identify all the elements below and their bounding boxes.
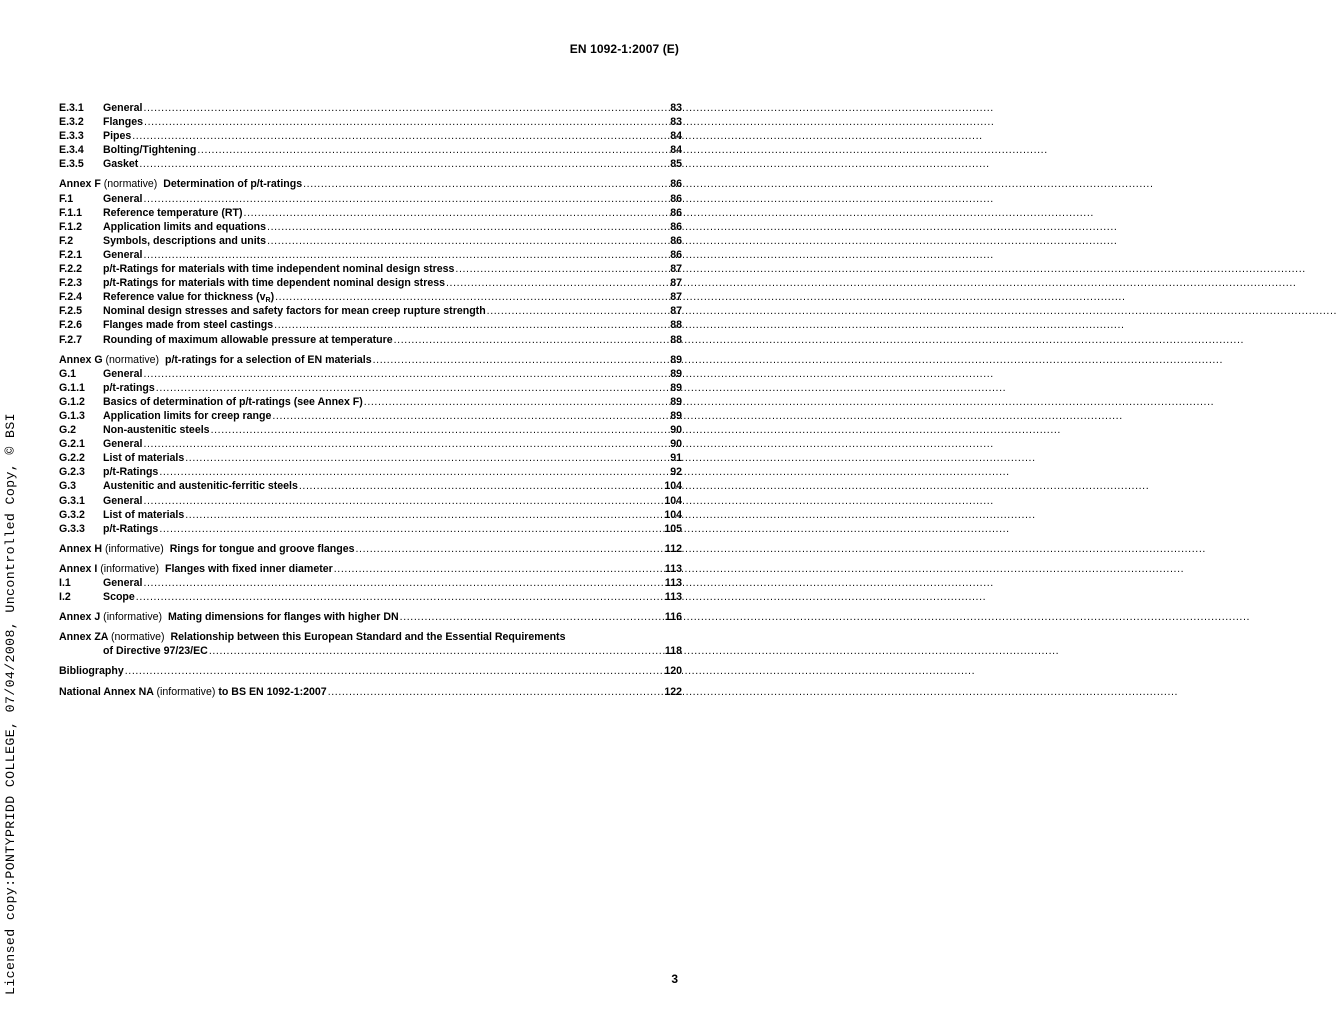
toc-entry-title: List of materials <box>103 452 185 465</box>
dot-leader <box>143 248 668 262</box>
toc-entry-title: Application limits and equations <box>103 220 267 233</box>
toc-entry-f-2-2[interactable] <box>59 262 682 276</box>
toc-entry-number: F.2.3 <box>59 277 82 290</box>
dot-leader <box>143 437 668 451</box>
toc-entry-f-2-6[interactable] <box>59 318 682 332</box>
annex-prefix: Annex H <box>59 542 102 555</box>
toc-entry-title: General <box>103 192 143 205</box>
toc-entry-title: p/t-Ratings <box>103 466 159 479</box>
toc-entry-title: p/t-Ratings for materials with time independent nominal design stress <box>103 263 455 276</box>
toc-entry-g-2-1[interactable] <box>59 437 682 451</box>
toc-entry-number: E.3.5 <box>59 158 84 171</box>
toc-entry-page: 104 <box>664 480 682 493</box>
toc-annex-h[interactable] <box>59 542 682 556</box>
toc-entry-number: F.2.1 <box>59 248 82 261</box>
toc-entry-f-1[interactable] <box>59 192 682 206</box>
dot-leader <box>455 262 668 276</box>
toc-entry-number: G.3.1 <box>59 494 85 507</box>
toc-entry-title: Non-austenitic steels <box>103 424 210 437</box>
toc-entry-f-2-5[interactable] <box>59 304 682 318</box>
toc-entry-number: F.2.5 <box>59 305 82 318</box>
toc-annex-title <box>59 630 565 644</box>
toc-entry-page: 87 <box>670 305 682 318</box>
toc-entry-title: Rounding of maximum allowable pressure at temperature <box>103 333 393 346</box>
toc-entry-page: 86 <box>670 178 682 191</box>
toc-entry-number: G.2 <box>59 424 77 437</box>
toc-entry-number: E.3.4 <box>59 144 84 157</box>
toc-entry-page: 92 <box>670 466 682 479</box>
toc-entry-title: Symbols, descriptions and units <box>103 234 267 247</box>
toc-annex-g[interactable] <box>59 353 682 367</box>
toc-entry-page: 86 <box>670 234 682 247</box>
dot-leader <box>159 522 662 536</box>
annex-title: to BS EN 1092-1:2007 <box>218 685 327 698</box>
toc-entry-page: 104 <box>664 508 682 521</box>
dot-leader <box>364 395 668 409</box>
toc-annex-title <box>59 610 399 624</box>
toc-entry-number: G.2.3 <box>59 466 85 479</box>
annex-type: (informative) <box>103 611 163 624</box>
toc-entry-e-3-4[interactable] <box>59 143 682 157</box>
toc-entry-page: 84 <box>670 130 682 143</box>
toc-entry-title: Basics of determination of p/t-ratings (see Annex F) <box>103 395 363 408</box>
annex-prefix: Annex G <box>59 353 103 366</box>
toc-entry-number: G.3 <box>59 480 77 493</box>
toc-entry-title: Scope <box>103 591 135 604</box>
dot-leader <box>334 562 663 576</box>
toc-entry-page: 120 <box>664 665 682 678</box>
dot-leader <box>197 143 668 157</box>
annex-title: Flanges with fixed inner diameter <box>164 562 333 575</box>
toc-entry-i-2[interactable] <box>59 590 682 604</box>
annex-title-continuation: of Directive 97/23/EC <box>103 645 208 658</box>
toc-entry-number: G.1.2 <box>59 395 85 408</box>
toc-entry-title: Gasket <box>103 158 139 171</box>
dot-leader <box>159 465 668 479</box>
dot-leader <box>144 115 668 129</box>
toc-entry-g-3[interactable] <box>59 479 682 493</box>
toc-entry-number: F.1.2 <box>59 220 82 233</box>
toc-entry-number: G.3.3 <box>59 522 85 535</box>
toc-entry-page: 86 <box>670 206 682 219</box>
toc-entry-g-1-2[interactable] <box>59 395 682 409</box>
toc-entry-f-2[interactable] <box>59 234 682 248</box>
toc-entry-f-1-2[interactable] <box>59 220 682 234</box>
toc-entry-page: 122 <box>664 685 682 698</box>
annex-title: Mating dimensions for flanges with higher DN <box>167 611 399 624</box>
toc-entry-page: 89 <box>670 409 682 422</box>
toc-entry-g-1[interactable] <box>59 367 682 381</box>
dot-leader <box>303 177 668 191</box>
annex-type: (normative) <box>111 631 165 644</box>
annex-prefix: Annex ZA <box>59 631 109 644</box>
toc-entry-page: 84 <box>670 144 682 157</box>
toc-annex-title <box>59 562 333 576</box>
dot-leader <box>267 220 668 234</box>
toc-entry-title: General <box>103 367 143 380</box>
toc-entry-e-3-5[interactable] <box>59 157 682 171</box>
toc-entry-number: F.2.6 <box>59 319 82 332</box>
dot-leader <box>209 644 663 658</box>
toc-entry-title: p/t-ratings <box>103 381 155 394</box>
toc-entry-page: 83 <box>670 102 682 114</box>
toc-entry-number: G.2.1 <box>59 438 85 451</box>
dot-leader <box>267 234 668 248</box>
annex-prefix: National Annex NA <box>59 685 154 698</box>
toc-entry-title: Pipes <box>103 130 132 143</box>
toc-entry-title: General <box>103 438 143 451</box>
dot-leader <box>272 409 668 423</box>
dot-leader <box>394 333 669 347</box>
toc-entry-title: General <box>103 248 143 261</box>
annex-type: (informative) <box>104 542 164 555</box>
toc-entry-e-3-3[interactable] <box>59 129 682 143</box>
toc-entry-title: Flanges made from steel castings <box>103 319 274 332</box>
dot-leader <box>143 101 668 115</box>
title-close: ) <box>270 291 275 304</box>
toc-entry-g-2[interactable] <box>59 423 682 437</box>
toc-entry-title: Flanges <box>103 116 144 129</box>
dot-leader <box>143 576 662 590</box>
annex-type: (informative) <box>100 562 160 575</box>
annex-type: (informative) <box>156 685 216 698</box>
toc-entry-number: E.3.1 <box>59 102 84 114</box>
dot-leader <box>328 685 663 699</box>
toc-entry-number: F.1.1 <box>59 206 82 219</box>
toc-entry-title: p/t-Ratings for materials with time dependent nominal design stress <box>103 277 446 290</box>
toc-entry-g-3-3[interactable] <box>59 522 682 536</box>
annex-type: (normative) <box>103 178 158 191</box>
toc-entry-title: General <box>103 102 143 114</box>
toc-entry-page: 113 <box>664 562 682 575</box>
dot-leader <box>143 494 662 508</box>
toc-entry-title: General <box>103 494 143 507</box>
toc-entry-g-1-1[interactable] <box>59 381 682 395</box>
toc-entry-number: I.2 <box>59 591 71 604</box>
toc-annex-title <box>59 685 327 699</box>
annex-title: Rings for tongue and groove flanges <box>169 542 355 555</box>
toc-annex-j[interactable] <box>59 610 682 624</box>
toc-entry-page: 89 <box>670 367 682 380</box>
toc-entry-f-1-1[interactable] <box>59 206 682 220</box>
dot-leader <box>373 353 669 367</box>
toc-entry-page: 89 <box>670 395 682 408</box>
toc-entry-number: F.2.2 <box>59 263 82 276</box>
toc-entry-page: 105 <box>664 522 682 535</box>
toc-entry-title: Reference temperature (RT) <box>103 206 243 219</box>
toc-entry-f-2-1[interactable] <box>59 248 682 262</box>
toc-entry-number: F.1 <box>59 192 74 205</box>
dot-leader <box>275 290 668 304</box>
toc-entry-number: G.1.3 <box>59 409 85 422</box>
toc-entry-page: 104 <box>664 494 682 507</box>
toc-entry-page: 116 <box>664 611 682 624</box>
toc-entry-number: E.3.3 <box>59 130 84 143</box>
toc-annex-title <box>59 353 372 367</box>
toc-entry-number: I.1 <box>59 577 71 589</box>
annex-title: Relationship between this European Standard and the Essential Requirements <box>170 631 566 644</box>
toc-annex-i[interactable] <box>59 562 682 576</box>
toc-entry-title: p/t-Ratings <box>103 522 159 535</box>
annex-prefix: Annex J <box>59 611 101 624</box>
toc-entry-f-2-3[interactable] <box>59 276 682 290</box>
license-watermark: Licensed copy:PONTYPRIDD COLLEGE, 07/04/2008, Uncontrolled Copy, © BSI <box>3 413 18 995</box>
toc-entry-page: 89 <box>670 353 682 366</box>
annex-prefix: Annex F <box>59 178 101 191</box>
toc-annex-title <box>59 177 302 191</box>
toc-national-annex[interactable] <box>59 685 682 699</box>
toc-entry-title <box>103 290 274 304</box>
dot-leader <box>244 206 669 220</box>
toc-entry-g-2-3[interactable] <box>59 465 682 479</box>
toc-entry-number: G.2.2 <box>59 452 85 465</box>
dot-leader <box>487 304 669 318</box>
annex-prefix: Annex I <box>59 562 98 575</box>
dot-leader <box>156 381 668 395</box>
toc-entry-page: 88 <box>670 333 682 346</box>
toc-entry-number: G.1.1 <box>59 381 85 394</box>
dot-leader <box>400 610 663 624</box>
toc-entry-number: F.2.4 <box>59 291 82 304</box>
toc-entry-page: 83 <box>670 116 682 129</box>
dot-leader <box>136 590 663 604</box>
dot-leader <box>274 318 668 332</box>
toc-annex-za[interactable] <box>59 630 682 644</box>
title-subscript: R <box>265 297 271 305</box>
toc-entry-number: G.1 <box>59 367 77 380</box>
toc-entry-e-3-2[interactable] <box>59 115 682 129</box>
toc-entry-page: 87 <box>670 277 682 290</box>
toc-entry-page: 89 <box>670 381 682 394</box>
toc-entry-page: 113 <box>664 577 682 589</box>
toc-entry-page: 87 <box>670 263 682 276</box>
toc-entry-title: Bolting/Tightening <box>103 144 197 157</box>
toc-annex-title <box>59 542 355 556</box>
toc-entry-page: 86 <box>670 220 682 233</box>
toc-entry-g-3-1[interactable] <box>59 494 682 508</box>
toc-entry-page: 113 <box>664 591 682 604</box>
toc-entry-title: Nominal design stresses and safety factors for mean creep rupture strength <box>103 305 486 318</box>
toc-annex-f[interactable] <box>59 177 682 191</box>
toc-entry-title: Application limits for creep range <box>103 409 272 422</box>
document-header: EN 1092-1:2007 (E) <box>569 42 679 56</box>
table-of-contents <box>59 101 682 699</box>
toc-annex-za-continuation[interactable] <box>59 644 682 658</box>
toc-entry-title: General <box>103 577 143 589</box>
page-number: 3 <box>671 972 678 986</box>
toc-entry-page: 90 <box>670 438 682 451</box>
toc-entry-page: 87 <box>670 291 682 304</box>
toc-bibliography[interactable] <box>59 664 682 678</box>
toc-entry-number: F.2 <box>59 234 74 247</box>
toc-entry-e-3-1[interactable] <box>59 101 682 115</box>
toc-entry-page: 85 <box>670 158 682 171</box>
toc-entry-page: 86 <box>670 248 682 261</box>
toc-entry-page: 90 <box>670 424 682 437</box>
toc-entry-page: 112 <box>664 542 682 555</box>
dot-leader <box>299 479 662 493</box>
dot-leader <box>356 542 663 556</box>
toc-entry-number: E.3.2 <box>59 116 84 129</box>
toc-entry-f-2-7[interactable] <box>59 333 682 347</box>
dot-leader <box>132 129 668 143</box>
dot-leader <box>446 276 668 290</box>
toc-entry-page: 91 <box>670 452 682 465</box>
toc-entry-page: 86 <box>670 192 682 205</box>
toc-entry-title: Bibliography <box>59 665 124 678</box>
dot-leader <box>185 508 662 522</box>
toc-entry-g-3-2[interactable] <box>59 508 682 522</box>
dot-leader <box>143 367 668 381</box>
toc-entry-title: List of materials <box>103 508 185 521</box>
toc-entry-g-1-3[interactable] <box>59 409 682 423</box>
dot-leader <box>139 157 668 171</box>
dot-leader <box>211 423 669 437</box>
annex-title: Determination of p/t-ratings <box>163 178 303 191</box>
dot-leader <box>143 192 668 206</box>
toc-entry-i-1[interactable] <box>59 576 682 590</box>
toc-entry-page: 88 <box>670 319 682 332</box>
toc-entry-g-2-2[interactable] <box>59 451 682 465</box>
title-main: Reference value for thickness (v <box>103 291 266 304</box>
toc-entry-title: Austenitic and austenitic-ferritic steels <box>103 480 298 493</box>
toc-entry-page: 118 <box>664 645 682 658</box>
toc-entry-f-2-4[interactable] <box>59 290 682 304</box>
dot-leader <box>185 451 668 465</box>
annex-title: p/t-ratings for a selection of EN materials <box>164 353 372 366</box>
toc-entry-number: F.2.7 <box>59 333 82 346</box>
toc-entry-number: G.3.2 <box>59 508 85 521</box>
dot-leader <box>125 664 663 678</box>
annex-type: (normative) <box>105 353 160 366</box>
